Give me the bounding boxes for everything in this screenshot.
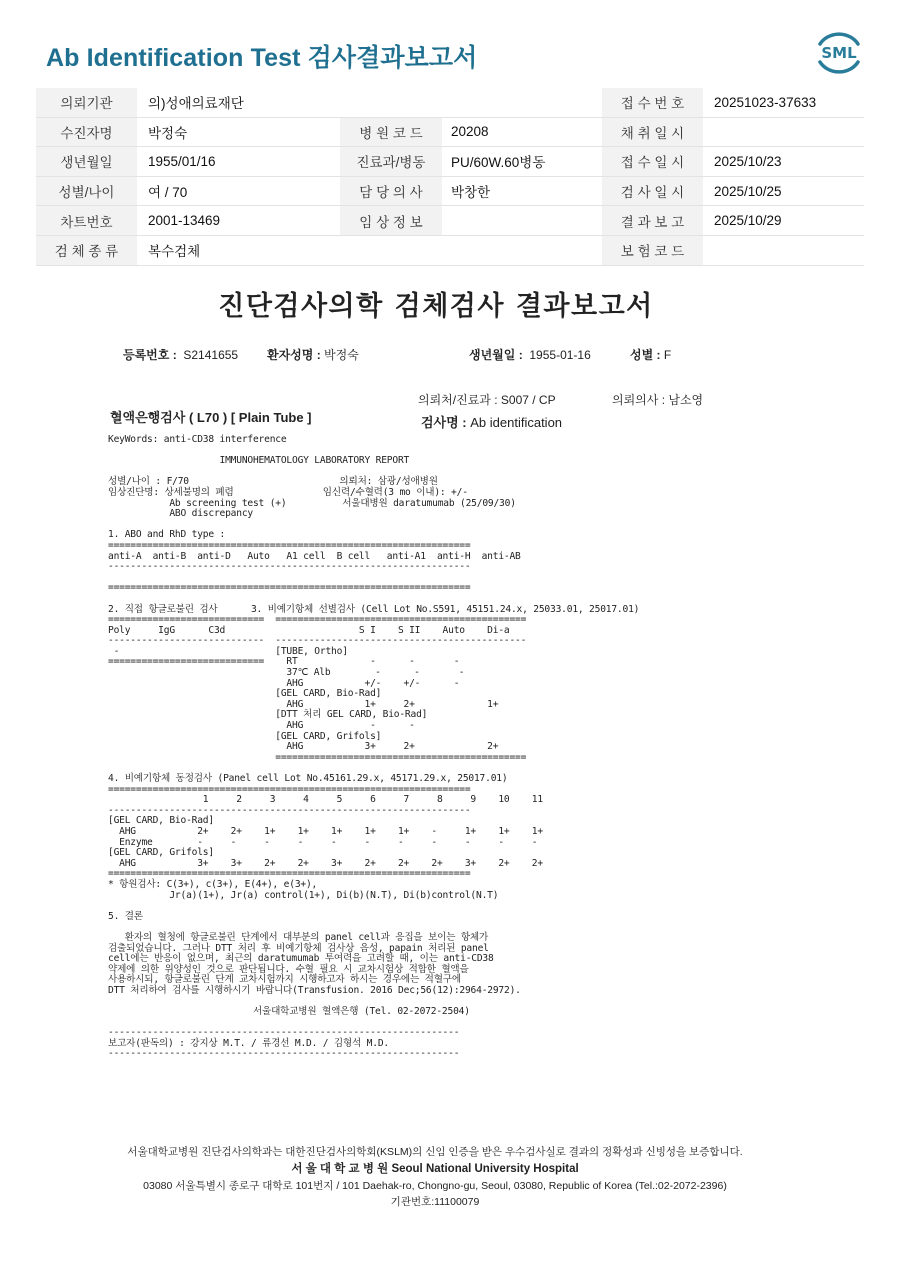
referral-dept: 의뢰처/진료과 : S007 / CP: [418, 393, 556, 407]
info-label: 생년월일: [36, 147, 137, 176]
info-label: 수진자명: [36, 118, 137, 147]
info-label: 의뢰기관: [36, 88, 137, 117]
info-value: 2025/10/23: [714, 153, 782, 169]
certification-note: 서울대학교병원 진단검사의학과는 대한진단검사의학회(KSLM)의 신임 인증을 받은 우수검사실로 결과의 정확성과 신빙성을 보증합니다.: [127, 1146, 743, 1158]
registration-number: 등록번호 : S2141655: [123, 348, 239, 362]
info-value: 박정숙: [148, 125, 188, 141]
info-row: [36, 147, 864, 177]
hospital-address: 03080 서울특별시 종로구 대학로 101번지 / 101 Daehak-ro, Chongno-gu, Seoul, 03080, Republic of Korea (Tel.:02-2072-2396): [143, 1180, 727, 1192]
info-value: [451, 236, 601, 265]
sex: 성별 : F: [630, 348, 672, 362]
info-row: [36, 236, 864, 266]
info-value: [714, 236, 864, 265]
info-value: 20208: [451, 124, 489, 140]
report-body: KeyWords: anti-CD38 interference IMMUNOHEMATOLOGY LABORATORY REPORT 성별/나이 : F/70 의뢰처: 삼광/성애병원 임상진단명: 상세불명의 폐렴 임신력/수혈력(3 mo 이내): +/- Ab screening test (+) 서울대병원 daratumumab (25/09/30) ABO discrepancy 1. ABO and RhD type : ================================================================= anti-A anti-B anti-D Auto A1 cell B cell anti-A1 anti-H anti-AB ----------------------------------------------------------------- ================================================================= 2. 직접 항글로불린 검사 3. 비예기항체 선별검사 (Cell Lot No.S591, 45151.24.x, 25033.01, 25017.01) ============================ ============================================= Poly IgG C3d S I S II Auto Di-a ---------------------------- --------------------------------------------- - [TUBE, Ortho] ============================ RT - - - 37℃ Alb - - - AHG +/- +/- - [GEL CARD, Bio-Rad] AHG 1+ 2+ 1+ [DTT 처리 GEL CARD, Bio-Rad] AHG - - [GEL CARD, Grifols] AHG 3+ 2+ 2+ ============================================= 4. 비예기항체 동정검사 (Panel cell Lot No.45161.29.x, 45171.29.x, 25017.01) ================================================================= 1 2 3 4 5 6 7 8 9 10 11 ----------------------------------------------------------------- [GEL CARD, Bio-Rad] AHG 2+ 2+ 1+ 1+ 1+ 1+ 1+ - 1+ 1+ 1+ Enzyme - - - - - - - - - - - [GEL CARD, Grifols] AHG 3+ 3+ 2+ 2+ 3+ 2+ 2+ 2+ 3+ 2+ 2+ ================================================================= * 항원검사: C(3+), c(3+), E(4+), e(3+), Jr(a)(1+), Jr(a) control(1+), Di(b)(N.T), Di(b)control(N.T) 5. 결론 환자의 혈청에 항글로불린 단계에서 대부분의 panel cell과 응집을 보이는 항체가 검출되었습니다. 그러나 DTT 처리 후 비예기항체 검사상 음성, papain 처리된 panel cell에는 반응이 없으며, 최근의 daratumumab 투여력을 고려할 때, 이는 anti-CD38 약제에 의한 위양성인 것으로 판단됩니다. 수혈 필요 시 교차시험상 적합한 혈액을 사용하시되, 항글로불린 단계 교차시험까지 시행하고자 하시는 경우에는 적혈구에 DTT 처리하여 검사를 시행하시기 바랍니다(Transfusion. 2016 Dec;56(12):2964-2972). 서울대학교병원 혈액은행 (Tel. 02-2072-2504) --------------------------------------------------------------- 보고자(판독의) : 강지상 M.T. / 류경선 M.D. / 김형석 M.D. ---------------------------------------------------------------: [108, 434, 640, 1060]
info-value: 1955/01/16: [148, 153, 216, 169]
info-row: [36, 118, 864, 148]
info-label: 담 당 의 사: [340, 177, 442, 206]
info-value: 2025/10/25: [714, 183, 782, 199]
hospital-name: 서 울 대 학 교 병 원 Seoul National University Hospital: [291, 1163, 579, 1175]
info-label: 결 과 보 고: [602, 206, 703, 235]
birth-date: 생년월일 : 1955-01-16: [469, 348, 591, 362]
info-value: 2025/10/29: [714, 213, 782, 229]
report-title: 진단검사의학 검체검사 결과보고서: [218, 291, 654, 322]
info-value: PU/60W.60병동: [451, 155, 546, 171]
info-value: 복수검체: [148, 244, 201, 260]
info-label: 병 원 코 드: [340, 118, 442, 147]
info-value: [714, 118, 864, 147]
test-section: 혈액은행검사 ( L70 ) [ Plain Tube ]: [110, 410, 312, 425]
logo-text: SML: [821, 44, 857, 62]
test-name: 검사명 : Ab identification: [421, 415, 563, 430]
info-value: 2001-13469: [148, 213, 221, 229]
patient-info-table: [36, 88, 864, 266]
info-value: 여 / 70: [148, 185, 188, 201]
info-row: [36, 88, 864, 118]
info-label: 검 체 종 류: [36, 236, 137, 265]
info-value: [451, 206, 601, 235]
patient-name: 환자성명 : 박정숙: [267, 348, 359, 362]
info-value: 의)성애의료재단: [148, 96, 244, 112]
document-title: Ab Identification Test 검사결과보고서: [46, 44, 478, 72]
info-label: 성별/나이: [36, 177, 137, 206]
info-label: 차트번호: [36, 206, 137, 235]
info-value: [451, 88, 601, 117]
info-label: 채 취 일 시: [602, 118, 703, 147]
info-value: 박창한: [451, 185, 491, 201]
info-row: [36, 177, 864, 207]
info-row: [36, 206, 864, 236]
info-label: 진료과/병동: [340, 147, 442, 176]
org-code: 기관번호:11100079: [390, 1196, 480, 1208]
info-label: 접 수 일 시: [602, 147, 703, 176]
referral-doctor: 의뢰의사 : 남소영: [612, 393, 704, 407]
info-label: 임 상 정 보: [340, 206, 442, 235]
sml-logo: [814, 30, 864, 76]
info-label: 접 수 번 호: [602, 88, 703, 117]
info-value: 20251023-37633: [714, 94, 817, 110]
info-label: 검 사 일 시: [602, 177, 703, 206]
info-label: 보 험 코 드: [602, 236, 703, 265]
